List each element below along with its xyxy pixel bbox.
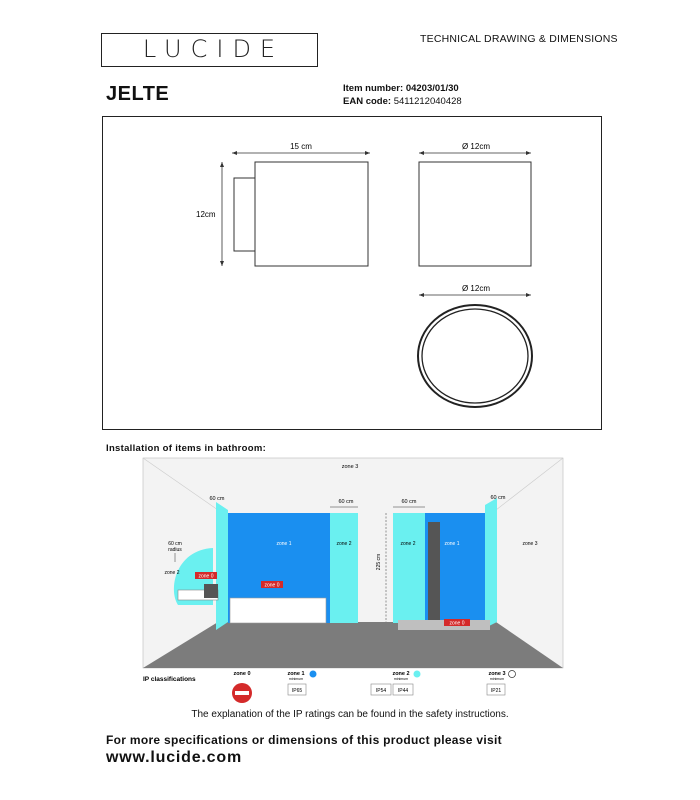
zone0-bath-label: zone 0 — [264, 582, 280, 589]
arrow-right-icon — [526, 293, 531, 297]
arrow-left-icon — [232, 151, 237, 155]
front-body — [419, 162, 531, 266]
zone2-shower-label: zone 2 — [400, 541, 416, 547]
shower-glass-panel — [428, 522, 440, 622]
ip-zone0-label: zone 0 — [233, 671, 251, 677]
side-body — [255, 162, 368, 266]
bathroom-section-title: Installation of items in bathroom: — [106, 443, 267, 454]
radius-label: 60 cm — [168, 541, 182, 547]
ip-zone1-label: zone 1 — [287, 671, 305, 677]
arrow-left-icon — [419, 293, 424, 297]
arrow-up-icon — [220, 162, 224, 167]
ip-zone3-label: zone 3 — [488, 671, 506, 677]
ip-zone0 — [232, 671, 252, 703]
ip65-code: IP65 — [291, 688, 303, 694]
brand-logo: LUCIDE — [101, 33, 318, 67]
dim-60-right: 60 cm — [490, 495, 506, 501]
ip-zone2-sub: minimum — [393, 677, 409, 681]
right-zone2-strip — [485, 498, 497, 628]
ip-explanation-note: The explanation of the IP ratings can be found in the safety instructions. — [191, 709, 509, 720]
arrow-left-icon — [419, 151, 424, 155]
side-view — [196, 142, 370, 266]
page-header-title: TECHNICAL DRAWING & DIMENSIONS — [420, 33, 618, 45]
left-zone2-strip — [216, 502, 228, 630]
arrow-right-icon — [526, 151, 531, 155]
dim-60-mid1: 60 cm — [338, 499, 354, 505]
ip-zone3 — [487, 671, 516, 696]
zone1-color-dot — [310, 671, 317, 678]
ean-label: EAN code: — [343, 96, 392, 107]
top-view — [418, 284, 532, 407]
ip-zone2-label: zone 2 — [392, 671, 410, 677]
zone2-sink-label: zone 2 — [164, 570, 180, 576]
front-view — [419, 142, 531, 266]
bathtub — [230, 598, 326, 623]
ean-value: 5411212040428 — [393, 96, 462, 107]
item-number-label: Item number: — [343, 83, 404, 94]
zone2-bath-label: zone 2 — [336, 541, 352, 547]
zone3-color-dot — [509, 671, 516, 678]
ip-title: IP classifications — [143, 676, 196, 683]
product-name: JELTE — [106, 83, 170, 105]
bathroom-diagram — [0, 450, 700, 705]
more-info-text: For more specifications or dimensions of this product please visit — [106, 733, 502, 747]
side-mount-plate — [234, 178, 255, 251]
top-outer-ring — [418, 305, 532, 407]
ip44-code: IP44 — [397, 688, 409, 694]
arrow-down-icon — [220, 261, 224, 266]
website-link[interactable]: www.lucide.com — [106, 749, 242, 766]
bath-zone2-area — [330, 513, 358, 623]
ip-zone3-sub: minimum — [489, 677, 505, 681]
ip-zone1-sub: minimum — [288, 677, 304, 681]
dim-60-mid2: 60 cm — [401, 499, 417, 505]
sink-cabinet — [204, 584, 218, 598]
zone0-shower-label: zone 0 — [449, 620, 465, 627]
zone0-sink-label: zone 0 — [198, 573, 214, 580]
dim-60-left: 60 cm — [209, 496, 225, 502]
zone1-bath-label: zone 1 — [276, 541, 292, 547]
ip21-code: IP21 — [490, 688, 502, 694]
ip54-code: IP54 — [375, 688, 387, 694]
ip-zone1 — [287, 671, 316, 696]
item-number-value: 04203/01/30 — [405, 83, 459, 94]
ip-zone2 — [371, 671, 421, 696]
radius-sub-label: radius — [168, 547, 182, 553]
zone3-top-label: zone 3 — [341, 464, 359, 470]
arrow-right-icon — [365, 151, 370, 155]
top-diameter-label: Ø 12cm — [461, 284, 491, 293]
shower-zone2-area — [393, 513, 425, 623]
zone2-color-dot — [414, 671, 421, 678]
zone1-shower-label: zone 1 — [444, 541, 460, 547]
zone3-right-label: zone 3 — [522, 541, 538, 547]
no-entry-bar — [235, 691, 249, 695]
height-label: 225 cm — [376, 553, 382, 571]
side-height-label: 12cm — [196, 210, 216, 219]
front-diameter-label: Ø 12cm — [461, 142, 491, 151]
side-width-label: 15 cm — [290, 142, 312, 151]
